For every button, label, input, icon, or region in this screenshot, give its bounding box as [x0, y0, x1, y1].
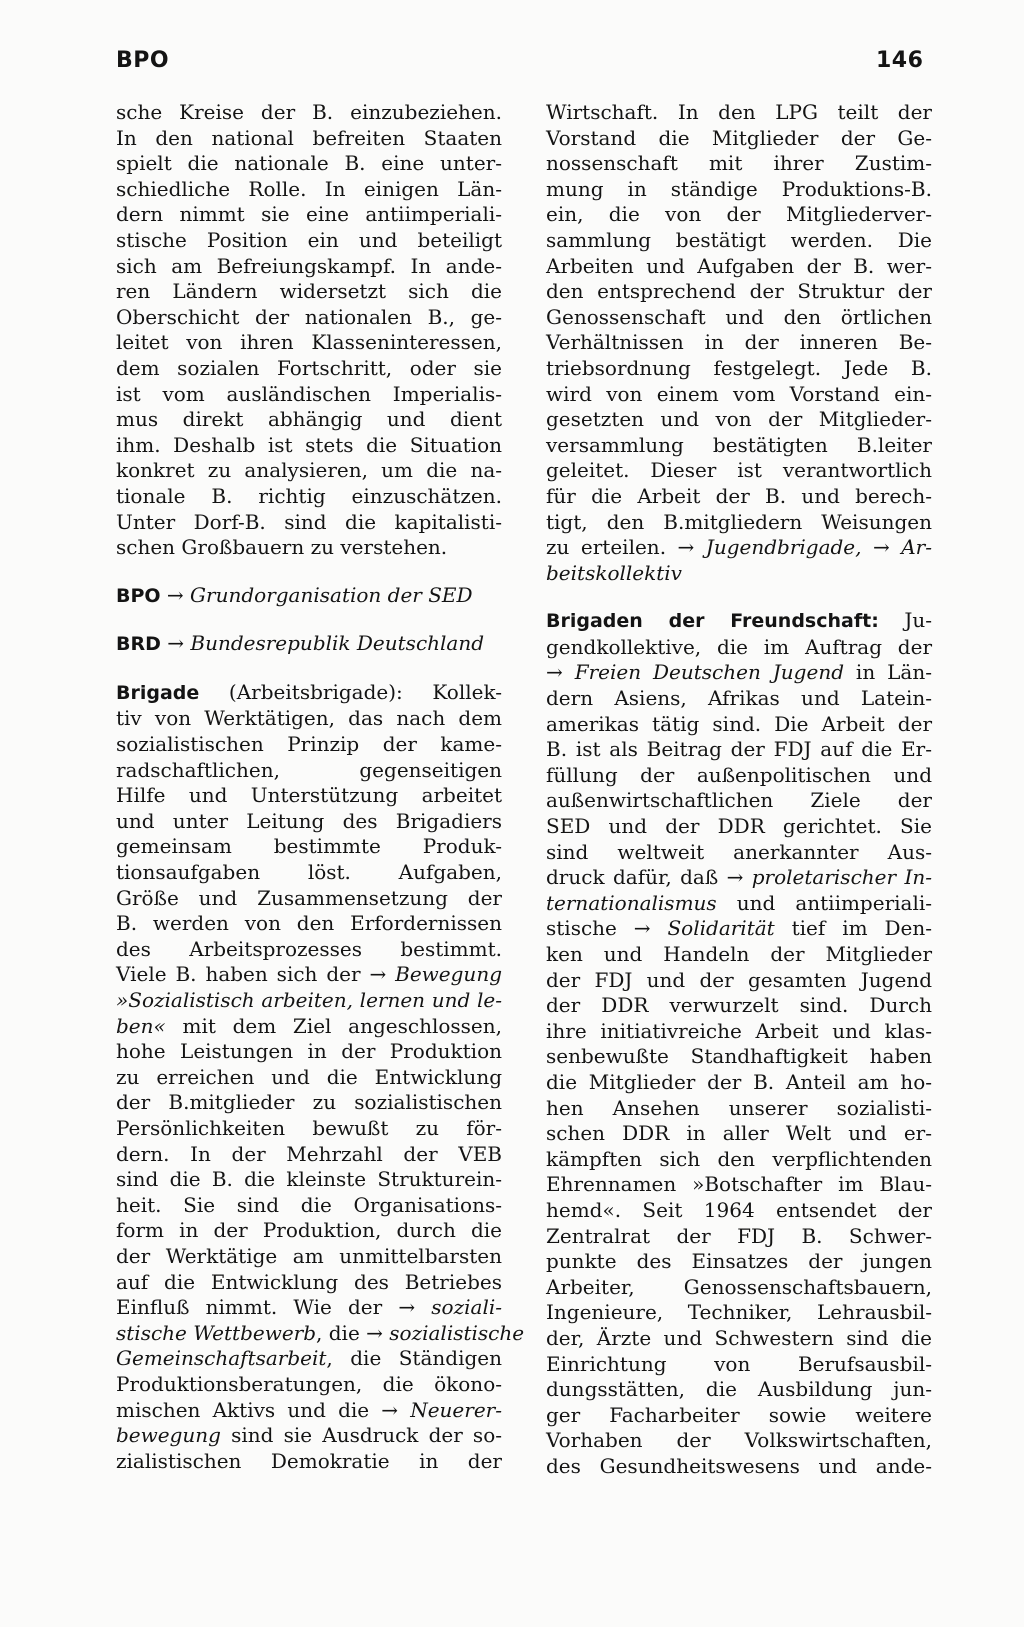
text-line: sozialistischen Prinzip der kame-: [116, 732, 502, 757]
text-line: Hilfe und Unterstützung arbeitet: [116, 783, 502, 808]
text-line: gemeinsam bestimmte Produk-: [116, 834, 502, 859]
text-line: leitet von ihren Klasseninteressen,: [116, 330, 502, 355]
text-line: dern Asiens, Afrikas und Latein-: [546, 686, 932, 711]
text-segment: , die Ständigen: [326, 1346, 502, 1371]
text-line: zu erreichen und die Entwicklung: [116, 1064, 502, 1089]
text-line: ren Ländern widersetzt sich die: [116, 279, 502, 304]
text-line: Wirtschaft. In den LPG teilt der: [546, 100, 932, 124]
text-line: sich am Befreiungskampf. In ande-: [116, 253, 502, 278]
text-line: hemd«. Seit 1964 entsendet der: [546, 1197, 932, 1222]
text-line: füllung der außenpolitischen und: [546, 762, 932, 787]
text-segment: in Län-: [844, 660, 932, 685]
text-line: stische Position ein und beteiligt: [116, 227, 502, 252]
text-segment: sind sie Ausdruck der so-: [220, 1423, 502, 1448]
text-line: (Arbeitsbrigade): Kollek-: [199, 679, 502, 704]
cross-reference-link[interactable]: Bewegung: [395, 962, 502, 987]
text-line: In den national befreiten Staaten: [116, 125, 502, 150]
text-line: triebsordnung festgelegt. Jede B.: [546, 355, 932, 380]
text-line: Unter Dorf-B. sind die kapitalisti-: [116, 509, 502, 534]
text-line: ihm. Deshalb ist stets die Situation: [116, 432, 502, 457]
text-segment: mit dem Ziel angeschlossen,: [165, 1013, 502, 1038]
text-line: SED und der DDR gerichtet. Sie: [546, 814, 932, 839]
entry-brigade: [116, 679, 525, 1474]
headword-brd: BRD: [116, 633, 161, 656]
text-line: des Arbeitsprozesses bestimmt.: [116, 936, 502, 961]
text-line: senbewußte Standhaftigkeit haben: [546, 1044, 932, 1069]
page-number: 146: [876, 48, 924, 73]
headword-brigaden-der-freundschaft: Brigaden der Freundschaft:: [546, 610, 879, 633]
text-line: tionsaufgaben löst. Aufgaben,: [116, 860, 502, 885]
text-line: Arbeiten und Aufgaben der B. wer-: [546, 253, 932, 278]
text-segment: mischen Aktivs und die →: [116, 1397, 411, 1422]
text-line: konkret zu analysieren, um die na-: [116, 458, 502, 483]
text-line: hen Ansehen unserer sozialisti-: [546, 1095, 932, 1120]
cross-reference-link[interactable]: Grundorganisation der SED: [190, 582, 473, 607]
text-line: außenwirtschaftlichen Ziele der: [546, 788, 932, 813]
text-line: ger Facharbeiter sowie weitere: [546, 1402, 932, 1427]
text-line: die Mitglieder der B. Anteil am ho-: [546, 1069, 932, 1094]
text-line: auf die Entwicklung des Betriebes: [116, 1269, 502, 1294]
text-segment: tief im Den-: [774, 916, 932, 941]
text-line: ken und Handeln der Mitglieder: [546, 942, 932, 966]
cross-reference-link[interactable]: Gemeinschaftsarbeit: [116, 1346, 327, 1371]
text-line: mung in ständige Produktions-B.: [546, 176, 932, 201]
text-segment: Ju-: [878, 608, 932, 633]
continuation-paragraph: [546, 100, 932, 586]
text-line: dungsstätten, die Ausbildung jun-: [546, 1377, 932, 1402]
text-line: geleitet. Dieser ist verantwortlich: [546, 458, 932, 483]
text-segment: Einfluß nimmt. Wie der →: [116, 1295, 432, 1320]
text-line: B. werden von den Erfordernissen: [116, 911, 502, 936]
arrow-icon: →: [167, 631, 185, 656]
cross-reference-link[interactable]: sozialistische: [389, 1320, 525, 1345]
text-line: Zentralrat der FDJ B. Schwer-: [546, 1223, 932, 1248]
text-line: spielt die nationale B. eine unter-: [116, 151, 502, 176]
text-line: tigt, den B.mitgliedern Weisungen: [546, 509, 932, 534]
cross-reference-link[interactable]: »Sozialistisch arbeiten, lernen und le-: [116, 988, 502, 1012]
text-line: schiedliche Rolle. In einigen Län-: [116, 176, 502, 201]
left-column: [116, 100, 525, 1474]
text-line: der Werktätige am unmittelbarsten: [116, 1243, 502, 1268]
text-line: Vorhaben der Volkswirtschaften,: [546, 1428, 932, 1453]
text-line: Produktionsberatungen, die ökono-: [116, 1371, 502, 1396]
text-segment: zu erteilen. →: [546, 535, 706, 560]
text-line: nossenschaft mit ihrer Zustim-: [546, 151, 932, 176]
arrow-icon: →: [546, 660, 575, 685]
text-line: schen DDR in aller Welt und er-: [546, 1121, 932, 1146]
text-line: Vorstand die Mitglieder der Ge-: [546, 125, 932, 150]
text-line: des Gesundheitswesens und ande-: [546, 1453, 932, 1478]
text-line: Größe und Zusammensetzung der: [116, 885, 502, 910]
entry-brd: [116, 631, 502, 658]
text-line: dem sozialen Fortschritt, oder sie: [116, 355, 502, 380]
cross-reference-link[interactable]: Bundesrepublik Deutschland: [190, 631, 485, 656]
text-line: tionale B. richtig einzuschätzen.: [116, 483, 502, 508]
text-line: und unter Leitung des Brigadiers: [116, 808, 502, 833]
text-line: zialistischen Demokratie in der: [116, 1448, 502, 1473]
running-head-keyword: BPO: [116, 48, 170, 73]
text-line: sche Kreise der B. einzubeziehen.: [116, 100, 502, 124]
text-line: sammlung bestätigt werden. Die: [546, 227, 932, 252]
text-line: Einrichtung von Berufsausbil-: [546, 1351, 932, 1376]
text-line: Oberschicht der nationalen B., ge-: [116, 304, 502, 329]
text-line: gendkollektive, die im Auftrag der: [546, 634, 932, 659]
entry-brigaden-der-freundschaft: [546, 608, 932, 1479]
cross-reference-link[interactable]: bewegung: [116, 1423, 221, 1448]
text-line: sind die B. die kleinste Strukturein-: [116, 1167, 502, 1192]
text-line: Verhältnissen in der inneren Be-: [546, 330, 932, 355]
text-line: schen Großbauern zu verstehen.: [116, 535, 448, 560]
text-line: ihre initiativreiche Arbeit und klas-: [546, 1018, 932, 1043]
text-line: Persönlichkeiten bewußt zu för-: [116, 1115, 502, 1140]
text-segment: druck dafür, daß →: [546, 865, 752, 890]
text-segment: Viele B. haben sich der →: [116, 962, 396, 987]
text-line: dern nimmt sie eine antiimperiali-: [116, 202, 502, 227]
entry-bpo: [116, 583, 502, 610]
cross-reference-link[interactable]: ben«: [116, 1013, 166, 1038]
arrow-icon: →: [166, 582, 184, 607]
text-line: für die Arbeit der B. und berech-: [546, 483, 932, 508]
text-line: versammlung bestätigten B.leiter: [546, 432, 932, 457]
text-line: kämpften sich den verpflichtenden: [546, 1146, 932, 1171]
text-line: ein, die von der Mitgliederver-: [546, 202, 932, 227]
right-column: [546, 100, 932, 1479]
text-line: heit. Sie sind die Organisations-: [116, 1192, 502, 1217]
text-line: den entsprechend der Struktur der: [546, 279, 932, 304]
text-line: Arbeiter, Genossenschaftsbauern,: [546, 1274, 932, 1299]
text-line: Genossenschaft und den örtlichen: [546, 304, 932, 329]
text-line: tiv von Werktätigen, das nach dem: [116, 706, 502, 731]
cross-reference-link[interactable]: stische Wettbewerb: [116, 1320, 317, 1345]
text-line: dern. In der Mehrzahl der VEB: [116, 1141, 502, 1166]
text-line: radschaftlichen, gegenseitigen: [116, 757, 502, 782]
text-line: amerikas tätig sind. Die Arbeit der: [546, 711, 932, 736]
cross-reference-link[interactable]: Neuerer-: [410, 1397, 502, 1422]
text-line: Ehrennamen »Botschafter im Blau-: [546, 1172, 932, 1197]
cross-reference-link[interactable]: Freien Deutschen Jugend: [574, 660, 844, 685]
text-segment: , die →: [316, 1320, 390, 1345]
text-line: der DDR verwurzelt sind. Durch: [546, 993, 932, 1018]
text-line: gesetzten und von der Mitglieder-: [546, 407, 932, 432]
cross-reference-link[interactable]: Solidarität: [667, 916, 775, 941]
text-line: hohe Leistungen in der Produktion: [116, 1039, 502, 1064]
text-line: mus direkt abhängig und dient: [116, 407, 502, 432]
cross-reference-link[interactable]: beitskollektiv: [546, 560, 682, 585]
text-line: B. ist als Beitrag der FDJ auf die Er-: [546, 737, 932, 762]
text-line: punkte des Einsatzes der jungen: [546, 1249, 932, 1274]
cross-reference-link[interactable]: Jugendbrigade, → Ar-: [705, 535, 933, 560]
text-line: der FDJ und der gesamten Jugend: [546, 967, 932, 992]
text-line: sind weltweit anerkannter Aus-: [546, 839, 932, 864]
headword-bpo: BPO: [116, 584, 161, 607]
headword-brigade: Brigade: [116, 681, 200, 704]
text-line: ist vom ausländischen Imperialis-: [116, 381, 502, 406]
text-line: der, Ärzte und Schwestern sind die: [546, 1325, 932, 1350]
text-segment: und antiimperiali-: [716, 890, 932, 915]
text-line: der B.mitglieder zu sozialistischen: [116, 1090, 502, 1115]
text-segment: stische →: [546, 916, 668, 941]
cross-reference-link[interactable]: ternationalismus: [546, 890, 717, 915]
text-line: form in der Produktion, durch die: [116, 1218, 502, 1243]
text-line: Ingenieure, Techniker, Lehrausbil-: [546, 1300, 932, 1325]
cross-reference-link[interactable]: soziali-: [431, 1295, 502, 1320]
text-line: wird von einem vom Vorstand ein-: [546, 381, 932, 406]
continuation-paragraph: [116, 100, 502, 561]
cross-reference-link[interactable]: proletarischer In-: [751, 865, 932, 890]
